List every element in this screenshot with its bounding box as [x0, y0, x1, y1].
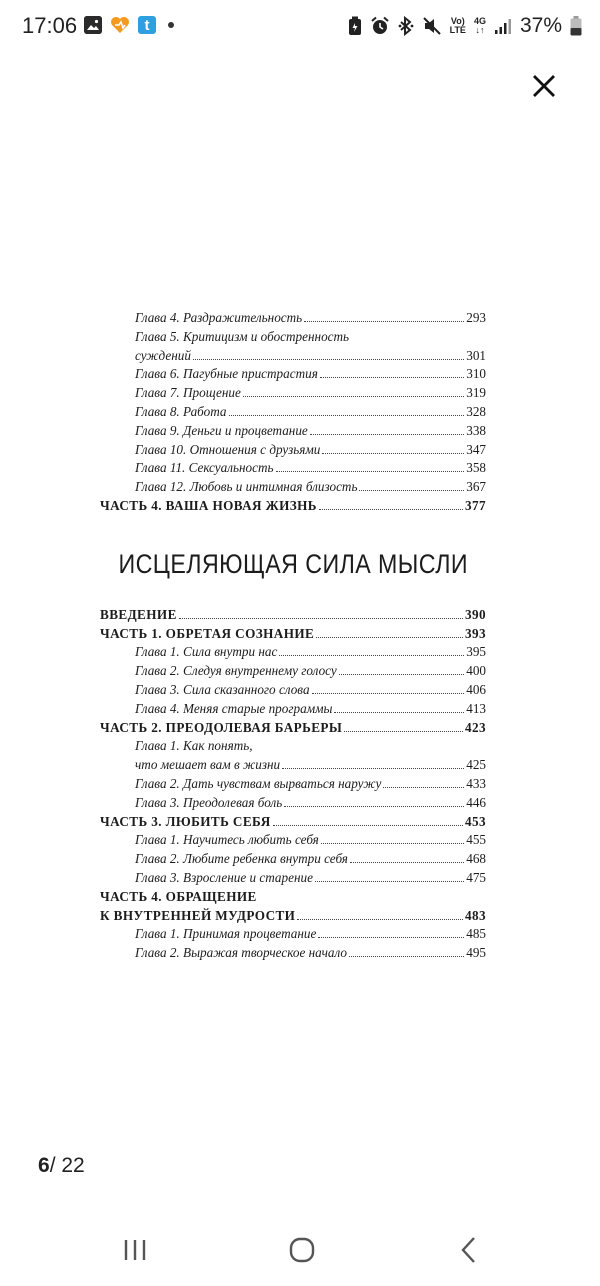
toc-page-number: 413: [466, 700, 486, 716]
toc-page-number: 358: [466, 460, 486, 476]
toc-page-number: 338: [466, 422, 486, 438]
recents-button[interactable]: [115, 1230, 155, 1270]
toc-title: ЧАСТЬ 4. ОБРАЩЕНИЕ: [100, 888, 257, 904]
toc-leader-dots: [304, 321, 464, 322]
toc-title: Глава 1. Как понять,: [135, 738, 253, 754]
mute-icon: [422, 16, 442, 36]
close-button[interactable]: [528, 70, 560, 102]
toc-leader-dots: [193, 359, 464, 360]
section-title: ИСЦЕЛЯЮЩАЯ СИЛА МЫСЛИ: [118, 549, 468, 580]
toc-chapter-entry[interactable]: [100, 442, 486, 461]
battery-saver-icon: [348, 16, 362, 36]
toc-page-number: 425: [466, 757, 486, 773]
toc-page-number: 301: [466, 347, 486, 363]
toc-page-number: 475: [466, 869, 486, 885]
toc-chapter-entry[interactable]: [100, 366, 486, 385]
battery-icon: [570, 16, 582, 36]
bluetooth-icon: [398, 16, 414, 36]
toc-title: Глава 5. Критицизм и обостренность: [135, 328, 350, 344]
toc-leader-dots: [318, 937, 464, 938]
toc-leader-dots: [179, 618, 463, 619]
navigation-bar: [0, 1220, 600, 1280]
system-icons: [348, 14, 582, 38]
toc-chapter-entry[interactable]: [100, 663, 486, 682]
toc-title: ЧАСТЬ 2. ПРЕОДОЛЕВАЯ БАРЬЕРЫ: [100, 719, 343, 735]
toc-leader-dots: [334, 712, 464, 713]
toc-leader-dots: [276, 471, 465, 472]
toc-title: Глава 9. Деньги и процветание: [135, 422, 308, 438]
toc-leader-dots: [284, 806, 464, 807]
recents-icon: [115, 1230, 155, 1270]
toc-leader-dots: [297, 919, 463, 920]
toc-title: Глава 7. Прощение: [135, 385, 241, 401]
toc-title: ЧАСТЬ 1. ОБРЕТАЯ СОЗНАНИЕ: [100, 625, 315, 641]
toc-title: Глава 10. Отношения с друзьями: [135, 441, 321, 457]
toc-leader-dots: [310, 434, 464, 435]
toc-title: Глава 1. Сила внутри нас: [135, 644, 278, 660]
toc-part-line: [100, 889, 486, 908]
toc-chapter-entry[interactable]: [100, 757, 486, 776]
toc-page-number: 468: [466, 851, 486, 867]
toc-title: ЧАСТЬ 4. ВАША НОВАЯ ЖИЗНЬ: [100, 497, 317, 513]
toc-page-number: 495: [466, 945, 486, 961]
status-time: 17:06: [22, 13, 78, 38]
alarm-icon: [370, 16, 390, 36]
notification-dot-icon: [168, 22, 174, 28]
toc-page-number: 400: [466, 663, 486, 679]
toc-chapter-entry[interactable]: [100, 404, 486, 423]
toc-page-number: 453: [465, 813, 486, 829]
toc-page-number: 455: [466, 832, 486, 848]
toc-title: что мешает вам в жизни: [135, 757, 281, 773]
toc-title: Глава 8. Работа: [135, 403, 227, 419]
toc-chapter-entry[interactable]: [100, 310, 486, 329]
toc-page-number: 347: [466, 441, 486, 457]
toc-title: Глава 1. Научитесь любить себя: [135, 832, 319, 848]
book-page: [100, 310, 486, 964]
toc-page-number: 319: [466, 385, 486, 401]
toc-leader-dots: [344, 731, 463, 732]
toc-chapter-line: [100, 329, 486, 348]
toc-chapter-entry[interactable]: [100, 644, 486, 663]
toc-leader-dots: [312, 693, 465, 694]
toc-page-number: 310: [466, 366, 486, 382]
toc-title: Глава 3. Сила сказанного слова: [135, 681, 310, 697]
toc-title: Глава 2. Дать чувствам вырваться наружу: [135, 775, 382, 791]
toc-title: ЧАСТЬ 3. ЛЮБИТЬ СЕБЯ: [100, 813, 271, 829]
toc-leader-dots: [319, 509, 463, 510]
toc-leader-dots: [359, 490, 464, 491]
toc-page-number: 423: [465, 719, 486, 735]
toc-part-entry[interactable]: [100, 814, 486, 833]
toc-chapter-line: [100, 738, 486, 757]
heart-app-icon: [110, 16, 130, 34]
toc-leader-dots: [316, 637, 463, 638]
signal-icon: [494, 17, 512, 35]
toc-page-number: 433: [466, 775, 486, 791]
toc-leader-dots: [279, 655, 464, 656]
toc-leader-dots: [243, 396, 464, 397]
toc-chapter-entry[interactable]: [100, 832, 486, 851]
toc-title: Глава 2. Выражая творческое начало: [135, 945, 347, 961]
toc-part-entry[interactable]: [100, 498, 486, 517]
toc-page-number: 393: [465, 625, 486, 641]
toc-part-entry[interactable]: [100, 720, 486, 739]
toc-chapter-entry[interactable]: [100, 348, 486, 367]
toc-leader-dots: [229, 415, 465, 416]
toc-title: ВВЕДЕНИЕ: [100, 606, 177, 622]
page-total: / 22: [49, 1154, 85, 1177]
toc-page-number: 406: [466, 681, 486, 697]
toc-chapter-entry[interactable]: [100, 460, 486, 479]
back-button[interactable]: [450, 1230, 490, 1270]
gallery-icon: [84, 16, 102, 34]
page-indicator: [38, 1154, 85, 1178]
toc-leader-dots: [321, 843, 464, 844]
toc-title: К ВНУТРЕННЕЙ МУДРОСТИ: [100, 907, 296, 923]
close-icon: [528, 70, 560, 102]
t-app-icon: t: [138, 16, 156, 34]
toc-chapter-entry[interactable]: [100, 479, 486, 498]
page-current: 6: [38, 1154, 50, 1177]
toc-chapter-entry[interactable]: [100, 385, 486, 404]
toc-page-number: 390: [465, 606, 486, 622]
toc-bottom: [100, 607, 486, 964]
toc-title: Глава 4. Меняя старые программы: [135, 700, 333, 716]
toc-chapter-entry[interactable]: [100, 851, 486, 870]
battery-percent: 37%: [519, 14, 562, 37]
toc-leader-dots: [315, 881, 464, 882]
toc-title: Глава 2. Любите ребенка внутри себя: [135, 851, 348, 867]
toc-leader-dots: [320, 377, 464, 378]
toc-page-number: 485: [466, 926, 486, 942]
toc-title: Глава 4. Раздражительность: [135, 310, 303, 325]
toc-title: Глава 1. Принимая процветание: [135, 926, 317, 942]
toc-title: Глава 3. Взросление и старение: [135, 869, 313, 885]
toc-page-number: 446: [466, 794, 486, 810]
home-button[interactable]: [282, 1230, 322, 1270]
toc-part-entry[interactable]: [100, 908, 486, 927]
toc-leader-dots: [383, 787, 464, 788]
toc-title: суждений: [135, 347, 191, 363]
toc-leader-dots: [322, 453, 464, 454]
toc-chapter-entry[interactable]: [100, 682, 486, 701]
toc-leader-dots: [349, 956, 464, 957]
toc-page-number: 367: [466, 479, 486, 495]
toc-title: Глава 3. Преодолевая боль: [135, 794, 283, 810]
home-icon: [282, 1230, 322, 1270]
back-icon: [450, 1230, 490, 1270]
toc-leader-dots: [350, 862, 464, 863]
toc-chapter-entry[interactable]: [100, 945, 486, 964]
toc-part-entry[interactable]: [100, 626, 486, 645]
toc-page-number: 483: [465, 907, 486, 923]
toc-chapter-entry[interactable]: [100, 795, 486, 814]
data-label: 4G ↓↑: [473, 16, 486, 35]
toc-leader-dots: [282, 768, 464, 769]
toc-leader-dots: [273, 825, 463, 826]
toc-chapter-entry[interactable]: [100, 870, 486, 889]
toc-chapter-entry[interactable]: [100, 423, 486, 442]
status-bar: [0, 0, 600, 52]
toc-title: Глава 12. Любовь и интимная близость: [135, 479, 358, 495]
network-label: Vo) LTE: [449, 16, 466, 35]
toc-title: Глава 11. Сексуальность: [135, 460, 274, 476]
toc-page-number: 328: [466, 403, 486, 419]
toc-chapter-entry[interactable]: [100, 926, 486, 945]
notification-icons: [84, 16, 174, 34]
toc-page-number: 395: [466, 644, 486, 660]
section-heading: [100, 525, 486, 605]
toc-chapter-entry[interactable]: [100, 701, 486, 720]
toc-part-entry[interactable]: [100, 607, 486, 626]
toc-title: Глава 6. Пагубные пристрастия: [135, 366, 318, 382]
toc-page-number: 293: [466, 310, 486, 325]
toc-page-number: 377: [465, 497, 486, 513]
toc-title: Глава 2. Следуя внутреннему голосу: [135, 663, 337, 679]
toc-leader-dots: [339, 674, 464, 675]
toc-top: [100, 310, 486, 517]
toc-chapter-entry[interactable]: [100, 776, 486, 795]
